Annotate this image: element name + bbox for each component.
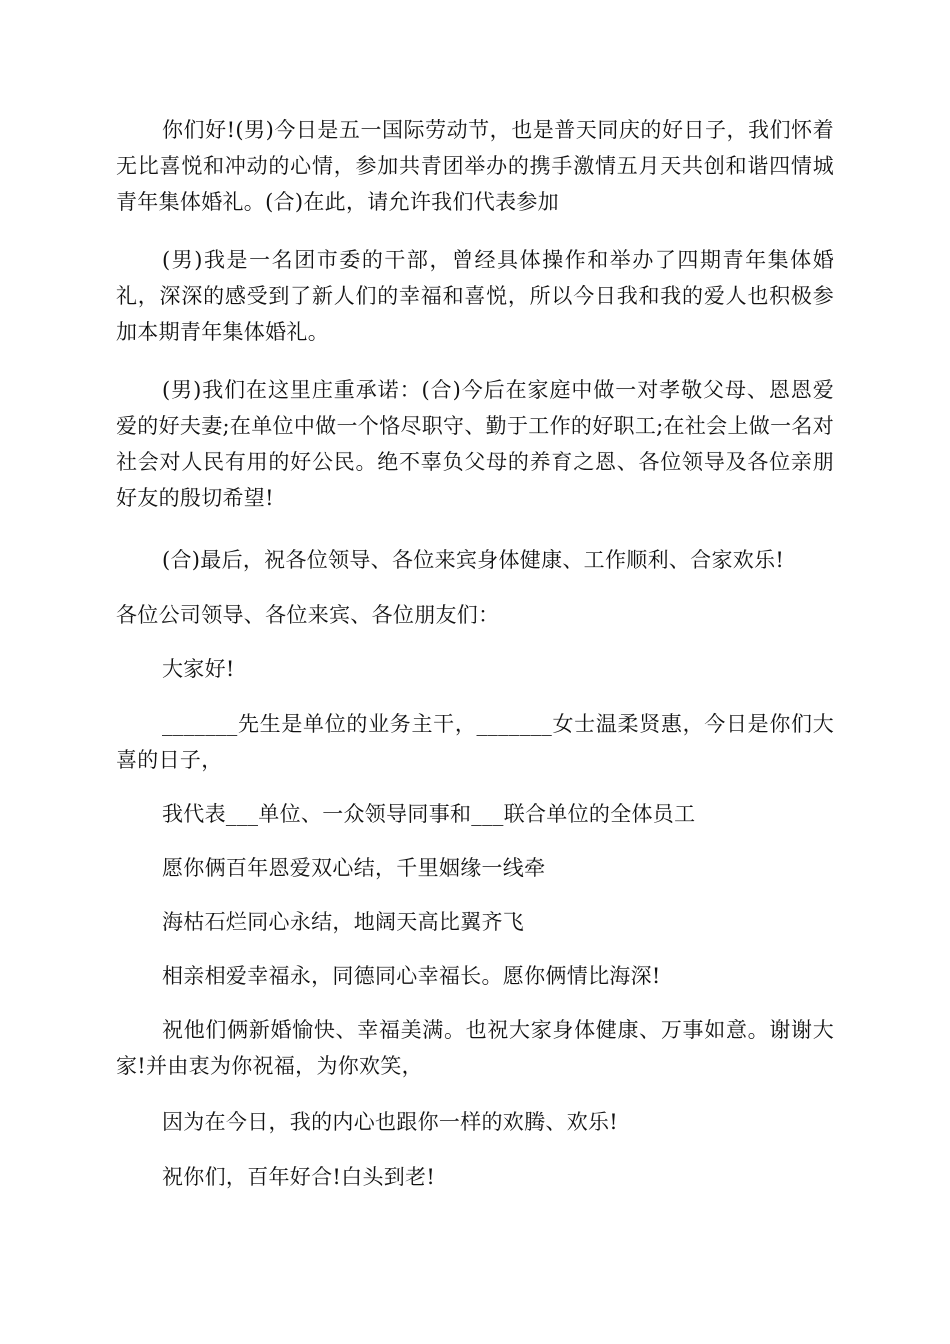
paragraph-address-audience: 各位公司领导、各位来宾、各位朋友们： [116, 603, 500, 627]
paragraph-shared-joy: 因为在今日，我的内心也跟你一样的欢腾、欢乐! [162, 1110, 619, 1134]
paragraph-hello: 大家好! [162, 657, 235, 681]
paragraph-vows: (男)我们在这里庄重承诺：(合)今后在家庭中做一对孝敬父母、恩恩爱爱的好夫妻;在单位中做一个恪尽职守、勤于工作的好职工;在社会上做一名对社会对人民有用的好公民。绝不辜负父母的养育之恩、各位领导及各位亲朋好友的殷切希望! [116, 378, 834, 510]
paragraph-representation: 我代表___单位、一众领导同事和___联合单位的全体员工 [162, 802, 696, 826]
paragraph-congratulations: 祝他们俩新婚愉快、幸福美满。也祝大家身体健康、万事如意。谢谢大家!并由衷为你祝福，为你欢笑， [116, 1018, 834, 1078]
paragraph-final-blessing: 祝你们，百年好合!白头到老! [162, 1165, 436, 1189]
paragraph-male-introduction: (男)我是一名团市委的干部，曾经具体操作和举办了四期青年集体婚礼，深深的感受到了新人们的幸福和喜悦，所以今日我和我的爱人也积极参加本期青年集体婚礼。 [116, 248, 834, 344]
paragraph-greeting-speech: 你们好!(男)今日是五一国际劳动节，也是普天同庆的好日子，我们怀着无比喜悦和冲动的心情，参加共青团举办的携手激情五月天共创和谐四情城青年集体婚礼。(合)在此，请允许我们代表参加 [116, 118, 834, 214]
paragraph-couple-introduction: _______先生是单位的业务主干，_______女士温柔贤惠，今日是你们大喜的日子， [116, 712, 834, 772]
paragraph-blessing-1: 愿你俩百年恩爱双心结，千里姻缘一线牵 [162, 856, 546, 880]
paragraph-blessing-2: 海枯石烂同心永结，地阔天高比翼齐飞 [162, 910, 525, 934]
paragraph-blessing-3: 相亲相爱幸福永，同德同心幸福长。愿你俩情比海深! [162, 964, 661, 988]
paragraph-closing-wishes: (合)最后，祝各位领导、各位来宾身体健康、工作顺利、合家欢乐! [162, 548, 785, 572]
